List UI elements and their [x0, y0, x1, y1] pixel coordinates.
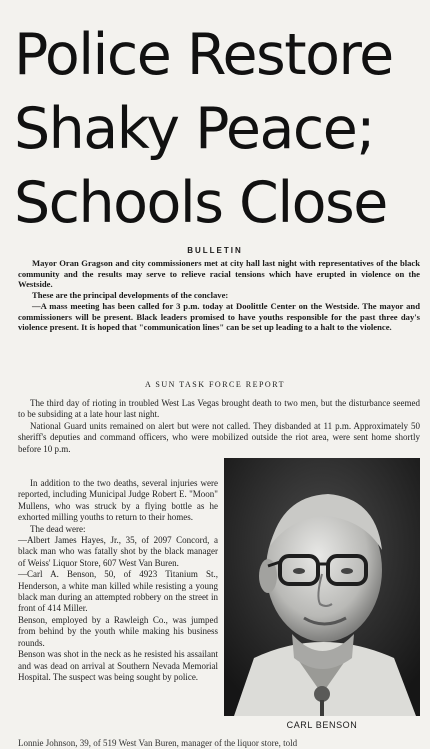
story-paragraph: In addition to the two deaths, several injuries were reported, including Municipal Judge Robert E. "Moon" Mullens, who was struck by a flying bottle as he exhorted milling youths to return to their homes.	[18, 478, 218, 523]
bulletin-box	[18, 258, 420, 333]
bulletin-paragraph: Mayor Oran Gragson and city commissioners met at city hall last night with representatives of the black community and the results may serve to relieve racial tensions which have erupted in violence on the Westside.	[18, 258, 420, 290]
bulletin-label: BULLETIN	[187, 246, 243, 255]
headline-line-1: Police Restore	[14, 22, 393, 88]
headline	[14, 18, 426, 240]
story-paragraph: —Carl A. Benson, 50, of 4923 Titanium St., Henderson, a white man killed while resisting a young black man during an attempted robbery on the street in front of 414 Miller.	[18, 569, 218, 614]
story-paragraph: The dead were:	[30, 523, 86, 534]
story-lead	[18, 398, 420, 455]
story-continuation: Lonnie Johnson, 39, of 519 West Van Buren, manager of the liquor store, told	[18, 738, 298, 748]
portrait-image	[224, 458, 420, 716]
story-paragraph: Benson, employed by a Rawleigh Co., was jumped from behind by the youth while making his business rounds.	[18, 614, 218, 648]
headline-line-3: Schools Close	[14, 170, 387, 236]
portrait-photo	[224, 458, 420, 716]
headline-line-2: Shaky Peace;	[14, 96, 375, 162]
story-paragraph: —Albert James Hayes, Jr., 35, of 2097 Concord, a black man who was fatally shot by the black manager of Weiss' Liquor Store, 607 West Van Buren.	[18, 535, 218, 568]
byline: A SUN TASK FORCE REPORT	[145, 380, 285, 389]
story-paragraph: National Guard units remained on alert but were not called. They disbanded at 11 p.m. Approximately 50 sheriff's deputies and command officers, who were mobilized outside the riot area, were sent home shortly before 10 p.m.	[18, 420, 420, 454]
story-column	[18, 478, 218, 683]
story-paragraph: The third day of rioting in troubled West Las Vegas brought death to two men, but the disturbance seemed to be subsiding at a late hour last night.	[18, 398, 420, 420]
bulletin-paragraph: —A mass meeting has been called for 3 p.m. today at Doolittle Center on the Westside. The mayor and commissioners will be present. Black leaders promised to have youths responsible for the past three day's violence present. It is hoped that "communication lines" can be set up leading to a halt to the violence.	[18, 300, 420, 333]
story-paragraph: Benson was shot in the neck as he resisted his assailant and was dead on arrival at Southern Nevada Memorial Hospital. The suspect was being sought by police.	[18, 649, 218, 682]
photo-caption: CARL BENSON	[286, 720, 358, 730]
bulletin-paragraph: These are the principal developments of the conclave:	[32, 290, 229, 301]
